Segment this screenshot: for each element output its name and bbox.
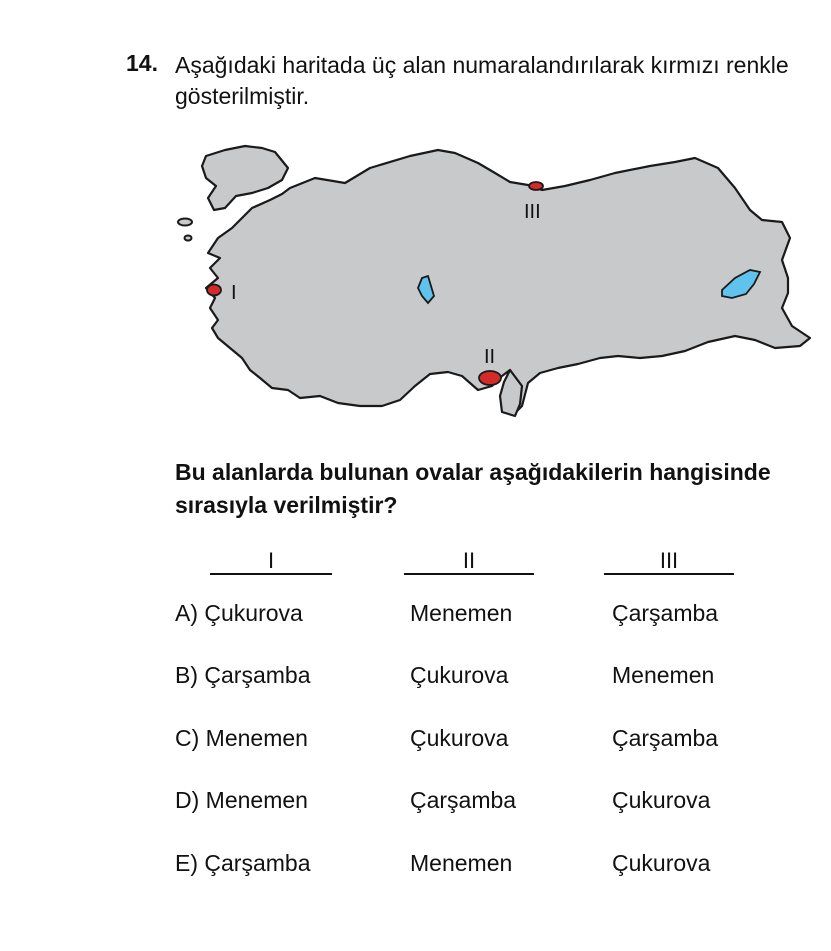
- option-e[interactable]: [175, 849, 311, 877]
- column-header-I: I: [267, 548, 275, 573]
- option-e-II: Menemen: [410, 850, 513, 876]
- option-letter: D): [175, 787, 200, 813]
- option-b-III: Menemen: [612, 662, 715, 688]
- option-e-I: Çarşamba: [204, 850, 311, 876]
- option-a-II: Menemen: [410, 600, 513, 626]
- column-rule-II: [404, 573, 534, 575]
- turkey-map: [170, 138, 820, 428]
- option-letter: A): [175, 600, 198, 626]
- question-prompt: Bu alanlarda bulunan ovalar aşağıdakilerin hangisinde sırasıyla verilmiştir?: [175, 459, 771, 518]
- option-c-II: Çukurova: [410, 725, 509, 751]
- map-label-I: I: [231, 282, 237, 304]
- option-letter: B): [175, 662, 198, 688]
- option-d-II: Çarşamba: [410, 787, 517, 813]
- column-rule-I: [210, 573, 332, 575]
- island-bozcaada: [185, 236, 192, 241]
- map-label-II: II: [484, 346, 496, 368]
- option-b[interactable]: [175, 661, 311, 689]
- column-header-II: II: [462, 548, 476, 573]
- question-text: Aşağıdaki haritada üç alan numaralandırılarak kırmızı renkle gösterilmiştir.: [175, 52, 789, 109]
- option-letter: E): [175, 850, 198, 876]
- option-letter: C): [175, 725, 200, 751]
- map-label-III: III: [524, 201, 541, 223]
- option-d-I: Menemen: [205, 787, 308, 813]
- option-d[interactable]: [175, 786, 308, 814]
- option-c-I: Menemen: [205, 725, 308, 751]
- option-a-I: Çukurova: [204, 600, 303, 626]
- option-b-II: Çukurova: [410, 662, 509, 688]
- option-a-III: Çarşamba: [612, 600, 719, 626]
- option-e-III: Çukurova: [612, 850, 711, 876]
- option-b-I: Çarşamba: [204, 662, 311, 688]
- column-header-III: III: [659, 548, 679, 573]
- column-rule-III: [604, 573, 734, 575]
- option-c[interactable]: [175, 724, 308, 752]
- area-II-cukurova: [479, 371, 501, 385]
- option-c-III: Çarşamba: [612, 725, 719, 751]
- option-d-III: Çukurova: [612, 787, 711, 813]
- area-III-carsamba: [529, 182, 543, 190]
- island-gokceada: [178, 219, 192, 226]
- area-I-menemen: [207, 285, 221, 296]
- question-number: 14.: [126, 50, 158, 76]
- option-a[interactable]: [175, 599, 303, 627]
